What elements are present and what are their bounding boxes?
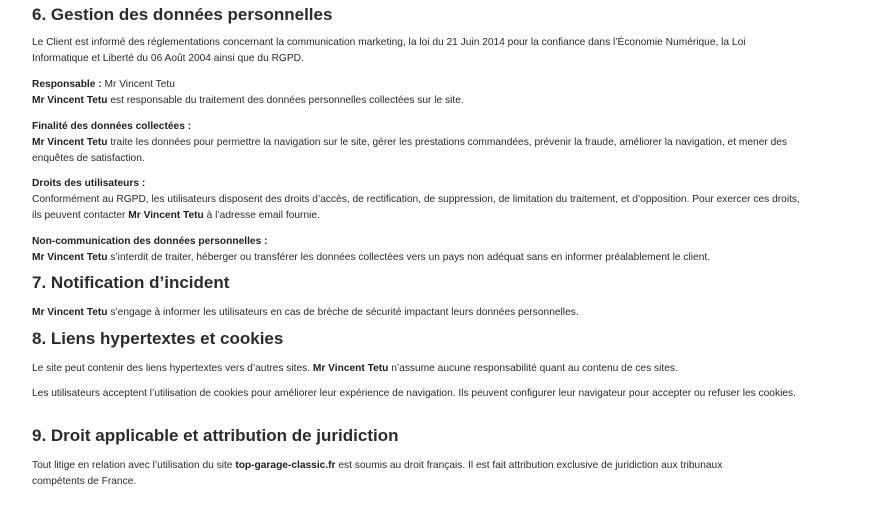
- finalite-name: Mr Vincent Tetu: [32, 137, 108, 148]
- liens-name: Mr Vincent Tetu: [312, 363, 389, 374]
- noncomm-name: Mr Vincent Tetu: [32, 252, 108, 263]
- responsable-block: [32, 77, 802, 109]
- section-9-heading: 9. Droit applicable et attribution de juridiction: [32, 426, 399, 445]
- section-8-liens-text: [32, 361, 802, 377]
- droits-heading-line: [32, 176, 802, 192]
- droits-block: [32, 176, 802, 224]
- noncomm-heading-line: [32, 234, 802, 250]
- finalite-heading-line: [32, 119, 802, 135]
- section-9-text: [32, 458, 772, 490]
- responsable-label: Responsable :: [32, 79, 102, 90]
- finalite-text: traite les données pour permettre la navigation sur le site, gérer les prestations commandées, prévenir la fraude, améliorer la navigation, et mener des enquêtes de satisfaction.: [32, 137, 788, 164]
- noncomm-description: [32, 250, 802, 266]
- notif-name: Mr Vincent Tetu: [32, 307, 108, 318]
- droit-text-after: est soumis au droit français. Il est fait attribution exclusive de juridiction aux tribunaux compétents de France.: [32, 460, 723, 487]
- section-7-text: [32, 305, 802, 321]
- section-6-heading: 6. Gestion des données personnelles: [32, 5, 333, 24]
- responsable-name: Mr Vincent Tetu: [32, 95, 108, 106]
- droits-text-after: à l’adresse email fournie.: [206, 210, 320, 221]
- droit-text-before: Tout litige en relation avec l’utilisation du site: [32, 460, 233, 471]
- droits-description: [32, 192, 802, 224]
- finalite-label: Finalité des données collectées :: [32, 121, 192, 132]
- notif-text: s’engage à informer les utilisateurs en cas de brèche de sécurité impactant leurs données personnelles.: [110, 307, 579, 318]
- finalite-block: [32, 119, 802, 167]
- section-8-heading: 8. Liens hypertextes et cookies: [32, 329, 284, 348]
- finalite-description: [32, 135, 802, 167]
- droits-label: Droits des utilisateurs :: [32, 178, 146, 189]
- responsable-description: [32, 93, 802, 109]
- droits-name: Mr Vincent Tetu: [128, 210, 204, 221]
- noncomm-label: Non-communication des données personnelles :: [32, 236, 268, 247]
- section-8-cookies-text: Les utilisateurs acceptent l’utilisation de cookies pour améliorer leur expérience de navigation. Ils peuvent configurer leur navigateur pour accepter ou refuser les cookies.: [32, 388, 796, 399]
- responsable-value: Mr Vincent Tetu: [104, 79, 175, 90]
- noncomm-text: s’interdit de traiter, héberger ou transférer les données collectées vers un pays non adéquat sans en informer préalablement le client.: [110, 252, 711, 263]
- liens-text-after: n’assume aucune responsabilité quant au contenu de ces sites.: [391, 363, 678, 374]
- liens-text-before: Le site peut contenir des liens hypertextes vers d’autres sites.: [32, 363, 311, 374]
- section-6-intro: Le Client est informé des réglementations concernant la communication marketing, la loi du 21 Juin 2014 pour la confiance dans l’Économie Numérique, la Loi Informatique et Liberté du 06 Août 2004 ainsi que du RGPD.: [32, 37, 746, 64]
- responsable-text: est responsable du traitement des données personnelles collectées sur le site.: [110, 95, 464, 106]
- section-7-heading: 7. Notification d’incident: [32, 273, 230, 292]
- responsable-line: [32, 77, 802, 93]
- site-name: top-garage-classic.fr: [235, 460, 336, 471]
- droits-text-before: Conformément au RGPD, les utilisateurs disposent des droits d’accès, de rectification, de suppression, de limitation du traitement, et d’opposition. Pour exercer ces droits, ils peuvent contacter: [32, 194, 800, 221]
- noncomm-block: [32, 234, 802, 266]
